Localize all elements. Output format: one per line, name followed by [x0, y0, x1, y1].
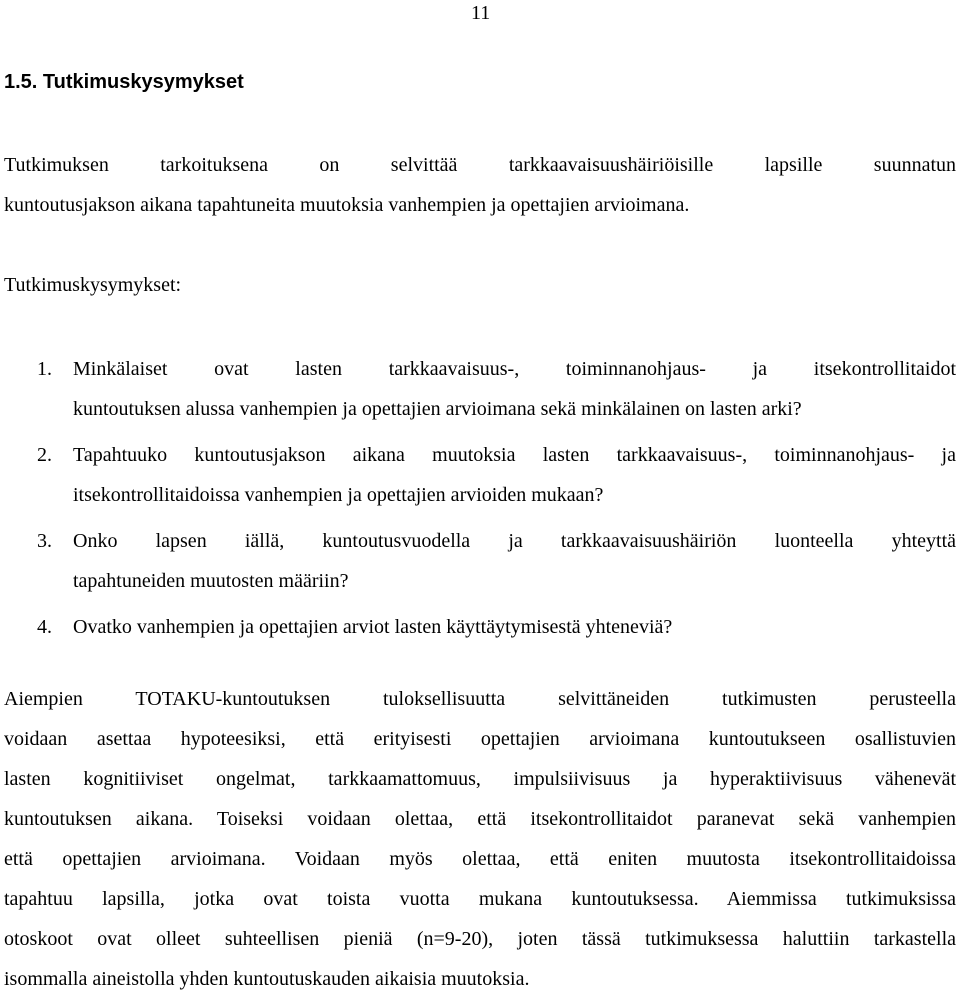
question-line: Minkälaiset ovat lasten tarkkaavaisuus-, toiminnanohjaus- ja itsekontrollitaidot: [73, 358, 956, 380]
question-line: Onko lapsen iällä, kuntoutusvuodella ja tarkkaavaisuushäiriön luonteella yhteyttä: [73, 530, 956, 552]
closing-line: lasten kognitiiviset ongelmat, tarkkaamattomuus, impulsiivisuus ja hyperaktiivisuus vähenevät: [4, 768, 956, 790]
closing-line: isommalla aineistolla yhden kuntoutuskauden aikaisia muutoksia.: [4, 968, 530, 990]
research-questions-list: [37, 349, 956, 647]
closing-line: että opettajien arvioimana. Voidaan myös olettaa, että eniten muutosta itsekontrollitaidoissa: [4, 848, 956, 870]
questions-label-text: Tutkimuskysymykset:: [4, 274, 182, 296]
question-number: 3.: [37, 530, 52, 552]
closing-line: tapahtuu lapsilla, jotka ovat toista vuotta mukana kuntoutuksessa. Aiemmissa tutkimuksissa: [4, 888, 956, 910]
closing-paragraph: [4, 679, 956, 999]
question-line: itsekontrollitaidoissa vanhempien ja opettajien arvioiden mukaan?: [73, 484, 604, 506]
closing-line: otoskoot ovat olleet suhteellisen pieniä (n=9-20), joten tässä tutkimuksessa haluttiin tarkastella: [4, 928, 956, 950]
closing-line: Aiempien TOTAKU-kuntoutuksen tuloksellisuutta selvittäneiden tutkimusten perusteella: [4, 688, 956, 710]
question-number: 2.: [37, 444, 52, 466]
section-heading: 1.5. Tutkimuskysymykset: [4, 71, 244, 93]
question-number: 4.: [37, 616, 52, 638]
questions-label: [4, 265, 956, 305]
closing-line: kuntoutuksen aikana. Toiseksi voidaan olettaa, että itsekontrollitaidot paranevat sekä vanhempien: [4, 808, 956, 830]
intro-line: Tutkimuksen tarkoituksena on selvittää tarkkaavaisuushäiriöisille lapsille suunnatun: [4, 154, 956, 176]
intro-paragraph: [4, 145, 956, 225]
question-line: Tapahtuuko kuntoutusjakson aikana muutoksia lasten tarkkaavaisuus-, toiminnanohjaus- ja: [73, 444, 956, 466]
question-number: 1.: [37, 358, 52, 380]
question-line: Ovatko vanhempien ja opettajien arviot lasten käyttäytymisestä yhteneviä?: [73, 616, 673, 638]
question-line: kuntoutuksen alussa vanhempien ja opettajien arvioimana sekä minkälainen on lasten arki?: [73, 398, 802, 420]
list-item: [37, 435, 956, 515]
intro-line: kuntoutusjakson aikana tapahtuneita muutoksia vanhempien ja opettajien arvioimana.: [4, 194, 690, 216]
question-line: tapahtuneiden muutosten määriin?: [73, 570, 349, 592]
closing-line: voidaan asettaa hypoteesiksi, että erityisesti opettajien arvioimana kuntoutukseen osallistuvien: [4, 728, 956, 750]
list-item: [37, 521, 956, 601]
page-number: 11: [471, 2, 491, 24]
list-item: [37, 349, 956, 429]
list-item: [37, 607, 956, 647]
